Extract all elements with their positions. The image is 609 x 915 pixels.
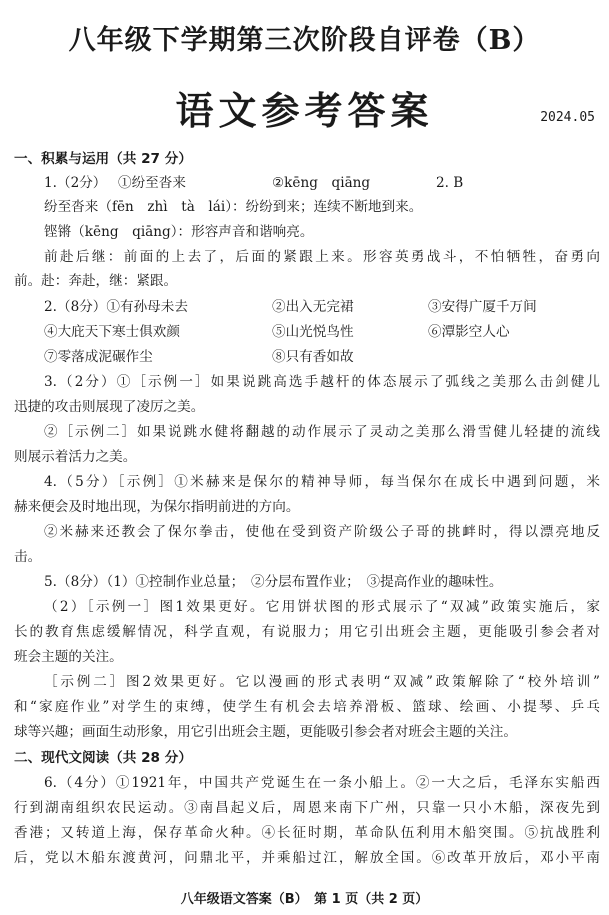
q4-line-4: 击。 (14, 549, 42, 565)
q6-line-1: 6.（4分）①1921年，中国共产党诞生在一条小船上。②一大之后，毛泽东实船西 (44, 775, 600, 791)
q5-line-7: 球等兴趣；画面生动形象，用它引出班会主题，更能吸引参会者对班会主题的关注。 (14, 724, 517, 740)
q4-line-2: 赫来便会及时地出现，为保尔指明前进的方向。 (14, 499, 300, 515)
q1-explain-1: 纷至沓来（fēn zhì tà lái）：纷纷到来；连续不断地到来。 (44, 199, 423, 215)
q2-answer-8: ⑧只有香如故 (272, 349, 354, 365)
exam-date: 2024.05 (540, 110, 595, 125)
exam-title: 八年级下学期第三次阶段自评卷（B） (68, 25, 541, 56)
q1-explain-2: 铿锵（kēng qiāng）：形容声音和谐响亮。 (44, 224, 314, 240)
q1-answer-2: ②kēng qiāng (272, 175, 371, 191)
q4-line-3: ②米赫来还教会了保尔拳击，使他在受到资产阶级公子哥的挑衅时，得以漂亮地反 (44, 524, 600, 540)
q1-label: 1.（2分） (44, 175, 107, 191)
q5-line-5: ［示例二］图2效果更好。它以漫画的形式表明“双减”政策解除了“校外培训” (44, 674, 600, 690)
q1-answer-3: 2. B (436, 175, 464, 191)
section-2-heading: 二、现代文阅读（共 28 分） (14, 750, 192, 766)
q2-answer-1: 2.（8分）①有孙母未去 (44, 299, 188, 315)
q5-line-3: 长的教育焦虑缓解情况，科学直观，有说服力；用它引出班会主题，更能吸引参会者对 (14, 624, 600, 640)
q1-answer-1: ①纷至沓来 (118, 175, 186, 191)
answer-key-title: 语文参考答案 (175, 88, 434, 133)
q4-line-1: 4.（5分）［示例］①米赫来是保尔的精神导师，每当保尔在成长中遇到问题，米 (44, 474, 600, 490)
section-1-heading: 一、积累与运用（共 27 分） (14, 151, 192, 167)
q3-line-2: 迅捷的攻击则展现了凌厉之美。 (14, 399, 205, 415)
q6-line-4: 后，党以木船东渡黄河，问鼎北平，并乘船过江，解放全国。⑥改革开放后，邓小平南 (14, 850, 600, 866)
q2-answer-6: ⑥潭影空人心 (428, 324, 510, 340)
q3-line-1: 3.（2分）①［示例一］如果说跳高选手越杆的体态展示了弧线之美那么击剑健儿 (44, 374, 600, 390)
q1-explain-3: 前赴后继：前面的上去了，后面的紧跟上来。形容英勇战斗，不怕牺牲，奋勇向 (44, 249, 600, 265)
q6-line-2: 行到湖南组织农民运动。③南昌起义后，周恩来南下广州，只靠一只小木船，深夜先到 (14, 800, 600, 816)
q2-answer-3: ③安得广厦千万间 (428, 299, 537, 315)
page-footer: 八年级语文答案（B） 第 1 页（共 2 页） (180, 892, 429, 907)
q5-line-1: 5.（8分）（1）①控制作业总量； ②分层布置作业； ③提高作业的趣味性。 (44, 574, 503, 590)
q3-line-4: 则展示着活力之美。 (14, 449, 137, 465)
q1-explain-4: 前。赴：奔赴，继：紧跟。 (14, 273, 178, 289)
q3-line-3: ②［示例二］如果说跳水健将翻越的动作展示了灵动之美那么滑雪健儿轻捷的流线 (44, 424, 600, 440)
q5-line-4: 班会主题的关注。 (14, 649, 123, 665)
q2-answer-2: ②出入无完裙 (272, 299, 354, 315)
q5-line-6: 和“家庭作业”对学生的束缚，使学生有机会去培养滑板、篮球、绘画、小提琴、乒乓 (14, 699, 600, 715)
q2-answer-5: ⑤山光悦鸟性 (272, 324, 354, 340)
q2-answer-7: ⑦零落成泥碾作尘 (44, 349, 153, 365)
q6-line-3: 香港；又转道上海，保存革命火种。④长征时期，革命队伍利用木船突围。⑤抗战胜利 (14, 825, 600, 841)
q2-answer-4: ④大庇天下寒士俱欢颜 (44, 324, 180, 340)
q5-line-2: （2）［示例一］图1效果更好。它用饼状图的形式展示了“双减”政策实施后，家 (44, 599, 600, 615)
